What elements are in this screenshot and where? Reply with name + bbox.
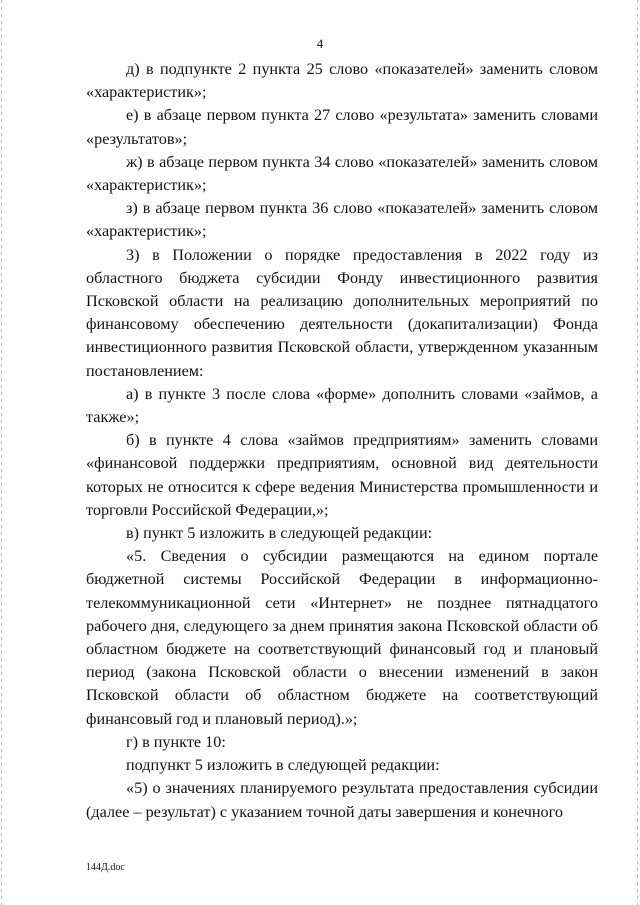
document-body [86, 58, 598, 824]
page-number: 4 [316, 36, 324, 51]
paragraph-v: в) пункт 5 изложить в следующей редакции: [126, 524, 433, 543]
paragraph-3: 3) в Положении о порядке предоставления в 2022 году из областного бюджета субсидии Фонду инвестиционного развития Псковской области на реализацию дополнительных мероприятий по финансовому обеспечению деятельности (докапитализации) Фонда инвестиционного развития Псковской области, утвержденном указанным постановлением: [86, 245, 598, 380]
footer-filename: 144Д.doc [86, 862, 125, 873]
paragraph-subpoint: подпункт 5 изложить в следующей редакции: [126, 756, 440, 775]
paragraph-b: б) в пункте 4 слова «займов предприятиям» заменить словами «финансовой поддержки предприятиям, основной вид деятельности которых не относится к сфере ведения Министерства промышленности и торговли Российской Федерации,»; [86, 431, 598, 519]
scan-edge-left [1, 0, 2, 905]
paragraph-5-result: «5) о значениях планируемого результата предоставления субсидии (далее – результат) с указанием точной даты завершения и конечного [86, 779, 598, 821]
paragraph-z: з) в абзаце первом пункта 36 слово «показателей» заменить словом «характеристик»; [86, 199, 598, 241]
paragraph-g: г) в пункте 10: [126, 732, 226, 751]
paragraph-e: е) в абзаце первом пункта 27 слово «результата» заменить словами «результатов»; [86, 106, 598, 148]
scan-edge-right [637, 0, 638, 905]
paragraph-zh: ж) в абзаце первом пункта 34 слово «показателей» заменить словом «характеристик»; [86, 152, 598, 195]
paragraph-d: д) в подпункте 2 пункта 25 слово «показателей» заменить словом «характеристик»; [86, 60, 598, 102]
paragraph-5-quote: «5. Сведения о субсидии размещаются на едином портале бюджетной системы Российской Федерации в информационно-телекоммуникационной сети «Интернет» не позднее пятнадцатого рабочего дня, следующего за днем принятия закона Псковской области об областном бюджете на соответствующий финансовый год и плановый период (закона Псковской области о внесении изменений в закон Псковской области об областном бюджете на соответствующий финансовый год и плановый период).»; [86, 547, 598, 728]
paragraph-a: а) в пункте 3 после слова «форме» дополнить словами «займов, а также»; [86, 384, 598, 427]
